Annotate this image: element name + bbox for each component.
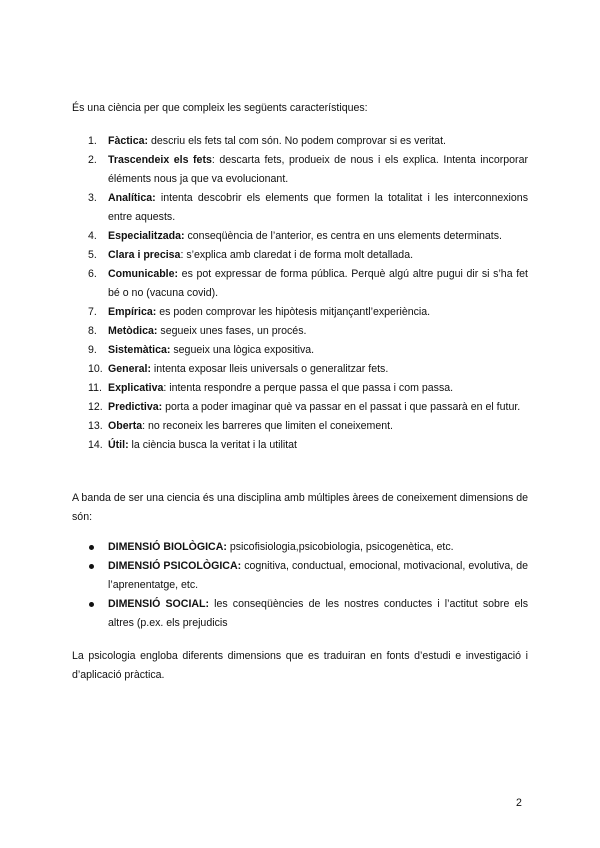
list-term: Clara i precisa xyxy=(108,249,181,261)
bullet-item xyxy=(72,595,528,633)
list-term: Trascendeix els fets xyxy=(108,154,212,166)
list-desc: porta a poder imaginar què va passar en el passat i que passarà en el futur. xyxy=(162,401,521,413)
list-item xyxy=(72,265,528,303)
bullet-term: DIMENSIÓ SOCIAL: xyxy=(108,598,210,610)
intro-paragraph: És una ciència per que compleix les següents característiques: xyxy=(72,102,368,114)
list-term: Fàctica: xyxy=(108,135,149,147)
list-desc: : descarta fets, produeix de nous i els explica. Intenta incorporar éléments nous ja que va evolucionant. xyxy=(108,154,528,185)
list-desc: segueix una lògica expositiva. xyxy=(170,344,315,356)
list-term: Empírica: xyxy=(108,306,157,318)
list-item xyxy=(72,398,528,417)
list-desc: : intenta respondre a perque passa el que passa i com passa. xyxy=(163,382,454,394)
bullet-term: DIMENSIÓ PSICOLÒGICA: xyxy=(108,560,242,572)
list-term: Predictiva: xyxy=(108,401,163,413)
bullet-item xyxy=(72,557,528,595)
list-number: 4. xyxy=(88,230,97,242)
dimensions-list xyxy=(72,538,528,633)
list-number: 7. xyxy=(88,306,97,318)
list-number: 12. xyxy=(88,401,103,413)
list-number: 5. xyxy=(88,249,97,261)
characteristics-list xyxy=(72,132,528,455)
bullet-item xyxy=(72,538,528,557)
list-item xyxy=(72,341,528,360)
list-desc: la ciència busca la veritat i la utilitat xyxy=(128,439,297,451)
bullet-term: DIMENSIÓ BIOLÒGICA: xyxy=(108,541,227,553)
list-desc: es poden comprovar les hipòtesis mitjançantl’experiència. xyxy=(156,306,431,318)
bullet-dot-icon xyxy=(89,545,94,550)
list-term: Explicativa xyxy=(108,382,164,394)
dimensions-intro-paragraph: A banda de ser una ciencia és una disciplina amb múltiples àrees de coneixement dimensions de són: xyxy=(72,492,528,523)
list-term: Analítica: xyxy=(108,192,156,204)
list-item xyxy=(72,322,528,341)
list-item xyxy=(72,246,528,265)
list-number: 3. xyxy=(88,192,97,204)
list-number: 8. xyxy=(88,325,97,337)
list-item xyxy=(72,379,528,398)
list-item xyxy=(72,132,528,151)
list-number: 6. xyxy=(88,268,97,280)
list-number: 10. xyxy=(88,363,103,375)
list-item xyxy=(72,360,528,379)
list-desc: segueix unes fases, un procés. xyxy=(157,325,307,337)
list-term: Metòdica: xyxy=(108,325,158,337)
bullet-desc: psicofisiologia,psicobiologia, psicogenètica, etc. xyxy=(226,541,454,553)
bullet-dot-icon xyxy=(89,564,94,569)
list-number: 14. xyxy=(88,439,103,451)
bullet-desc: les conseqüències de les nostres conductes i l’actitut sobre els altres (p.ex. els prejudicis xyxy=(108,598,528,629)
list-item xyxy=(72,436,528,455)
list-term: General: xyxy=(108,363,151,375)
list-term: Útil: xyxy=(108,439,129,451)
list-desc: : s’explica amb claredat i de forma molt detallada. xyxy=(180,249,414,261)
list-desc: conseqüència de l’anterior, es centra en uns elements determinats. xyxy=(184,230,502,242)
page-number: 2 xyxy=(516,797,522,809)
list-desc: descriu els fets tal com són. No podem comprovar si es veritat. xyxy=(148,135,446,147)
list-desc: intenta exposar lleis universals o generalitzar fets. xyxy=(150,363,389,375)
list-number: 1. xyxy=(88,135,97,147)
list-item xyxy=(72,303,528,322)
list-term: Sistemàtica: xyxy=(108,344,171,356)
list-term: Oberta xyxy=(108,420,143,432)
bullet-dot-icon xyxy=(89,602,94,607)
list-term: Especialitzada: xyxy=(108,230,185,242)
list-term: Comunicable: xyxy=(108,268,179,280)
list-item xyxy=(72,151,528,189)
list-item xyxy=(72,189,528,227)
list-item xyxy=(72,417,528,436)
list-desc: : no reconeix les barreres que limiten el coneixement. xyxy=(142,420,394,432)
list-number: 13. xyxy=(88,420,103,432)
list-number: 9. xyxy=(88,344,97,356)
bullet-desc: cognitiva, conductual, emocional, motivacional, evolutiva, de l’aprenentatge, etc. xyxy=(108,560,528,591)
list-desc: intenta descobrir els elements que formen la totalitat i les interconnexions entre aquests. xyxy=(108,192,528,223)
list-number: 2. xyxy=(88,154,97,166)
list-number: 11. xyxy=(88,382,102,394)
list-desc: es pot expressar de forma pública. Perquè algú altre pugui dir si s’ha fet bé o no (vacuna covid). xyxy=(108,268,528,299)
list-item xyxy=(72,227,528,246)
closing-paragraph: La psicologia engloba diferents dimensions que es traduiran en fonts d’estudi e investigació i d’aplicació pràctica. xyxy=(72,650,528,681)
